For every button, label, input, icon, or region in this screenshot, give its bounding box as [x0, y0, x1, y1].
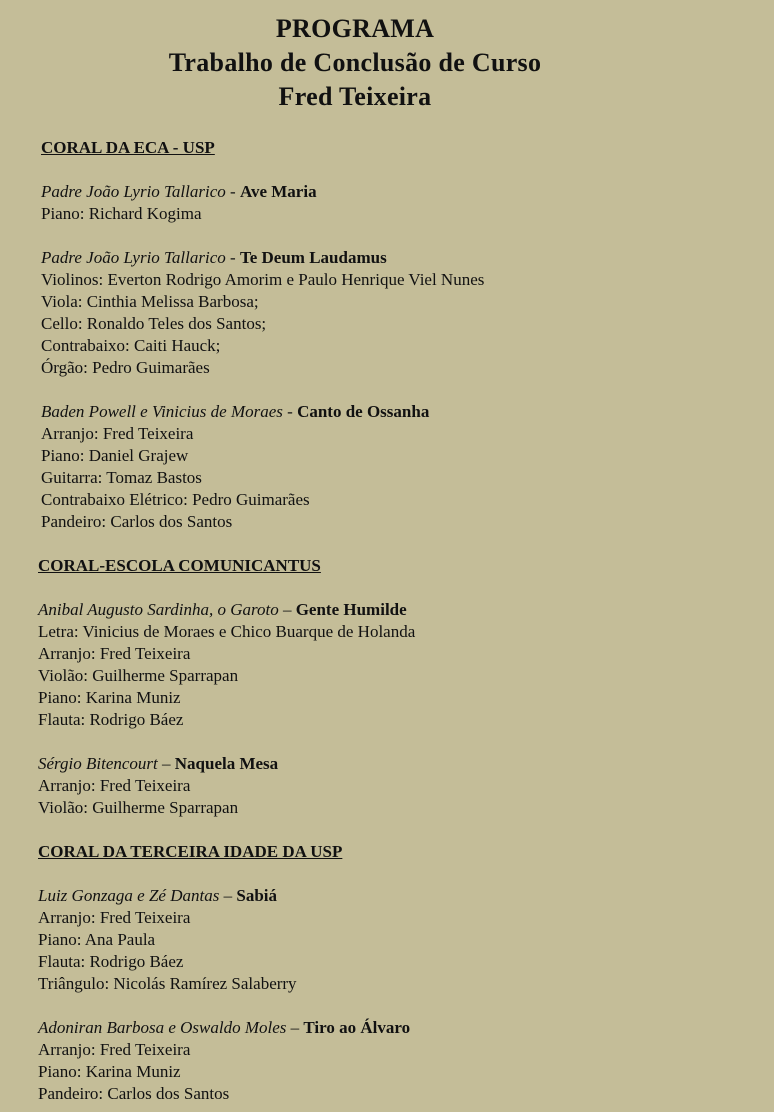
credit-line: Viola: Cinthia Melissa Barbosa; — [41, 292, 259, 311]
credit-line: Violinos: Everton Rodrigo Amorim e Paulo Henrique Viel Nunes — [41, 270, 485, 289]
credit-line: Cello: Ronaldo Teles dos Santos; — [41, 314, 267, 333]
credit-line: Órgão: Pedro Guimarães — [41, 358, 210, 377]
credit-line: Letra: Vinicius de Moraes e Chico Buarque de Holanda — [38, 622, 416, 641]
piece-gente-humilde — [38, 599, 758, 731]
piece-separator: – — [219, 886, 237, 905]
credit-line: Arranjo: Fred Teixeira — [38, 908, 191, 927]
piece-separator: – — [286, 1018, 304, 1037]
credit-line: Contrabaixo Elétrico: Pedro Guimarães — [41, 490, 310, 509]
credit-line: Triângulo: Nicolás Ramírez Salaberry — [38, 974, 297, 993]
section-title-terceira-idade: CORAL DA TERCEIRA IDADE DA USP — [38, 842, 343, 861]
piece-heading — [38, 885, 758, 907]
program-title: PROGRAMA — [275, 14, 435, 43]
piece-sabia — [38, 885, 758, 995]
piece-te-deum — [41, 247, 758, 379]
section-title-comunicantus: CORAL-ESCOLA COMUNICANTUS — [38, 556, 321, 575]
piece-composer: Padre João Lyrio Tallarico — [41, 248, 226, 267]
credit-line: Flauta: Rodrigo Báez — [38, 710, 184, 729]
program-content — [38, 137, 758, 1105]
piece-separator: - — [282, 402, 298, 421]
piece-naquela-mesa — [38, 753, 758, 819]
piece-composer: Adoniran Barbosa e Oswaldo Moles — [38, 1018, 287, 1037]
credit-line: Arranjo: Fred Teixeira — [38, 776, 191, 795]
piece-title: Gente Humilde — [295, 600, 407, 619]
credit-line: Piano: Karina Muniz — [38, 688, 181, 707]
credit-line: Contrabaixo: Caiti Hauck; — [41, 336, 221, 355]
piece-composer: Padre João Lyrio Tallarico — [41, 182, 226, 201]
piece-title: Te Deum Laudamus — [239, 248, 387, 267]
credit-line: Pandeiro: Carlos dos Santos — [41, 512, 233, 531]
credit-line: Piano: Daniel Grajew — [41, 446, 189, 465]
piece-title: Canto de Ossanha — [297, 402, 430, 421]
credit-line: Piano: Karina Muniz — [38, 1062, 181, 1081]
credit-line: Arranjo: Fred Teixeira — [38, 644, 191, 663]
piece-separator: - — [225, 248, 240, 267]
piece-heading — [38, 1017, 758, 1039]
piece-heading — [41, 401, 758, 423]
piece-heading — [38, 599, 758, 621]
program-author: Fred Teixeira — [278, 82, 432, 111]
piece-separator: – — [157, 754, 175, 773]
piece-canto-de-ossanha — [41, 401, 758, 533]
program-header — [0, 12, 710, 114]
piece-composer: Baden Powell e Vinicius de Moraes — [41, 402, 283, 421]
piece-ave-maria — [41, 181, 758, 225]
piece-separator: – — [278, 600, 296, 619]
piece-title: Sabiá — [236, 886, 277, 905]
credit-line: Piano: Ana Paula — [38, 930, 156, 949]
piece-heading — [38, 753, 758, 775]
credit-line: Arranjo: Fred Teixeira — [41, 424, 194, 443]
credit-line: Flauta: Rodrigo Báez — [38, 952, 184, 971]
piece-title: Tiro ao Álvaro — [303, 1018, 411, 1037]
piece-composer: Luiz Gonzaga e Zé Dantas — [38, 886, 220, 905]
piece-heading — [41, 181, 758, 203]
credit-line: Piano: Richard Kogima — [41, 204, 202, 223]
credit-line: Violão: Guilherme Sparrapan — [38, 798, 239, 817]
credit-line: Pandeiro: Carlos dos Santos — [38, 1084, 230, 1103]
section-title-coral-eca: CORAL DA ECA - USP — [41, 138, 215, 157]
program-subtitle: Trabalho de Conclusão de Curso — [168, 48, 542, 77]
credit-line: Violão: Guilherme Sparrapan — [38, 666, 239, 685]
piece-tiro-ao-alvaro — [38, 1017, 758, 1105]
credit-line: Guitarra: Tomaz Bastos — [41, 468, 202, 487]
piece-title: Ave Maria — [239, 182, 317, 201]
piece-composer: Sérgio Bitencourt — [38, 754, 158, 773]
credit-line: Arranjo: Fred Teixeira — [38, 1040, 191, 1059]
piece-title: Naquela Mesa — [174, 754, 279, 773]
piece-composer: Anibal Augusto Sardinha, o Garoto — [38, 600, 279, 619]
piece-separator: - — [225, 182, 240, 201]
piece-heading — [41, 247, 758, 269]
